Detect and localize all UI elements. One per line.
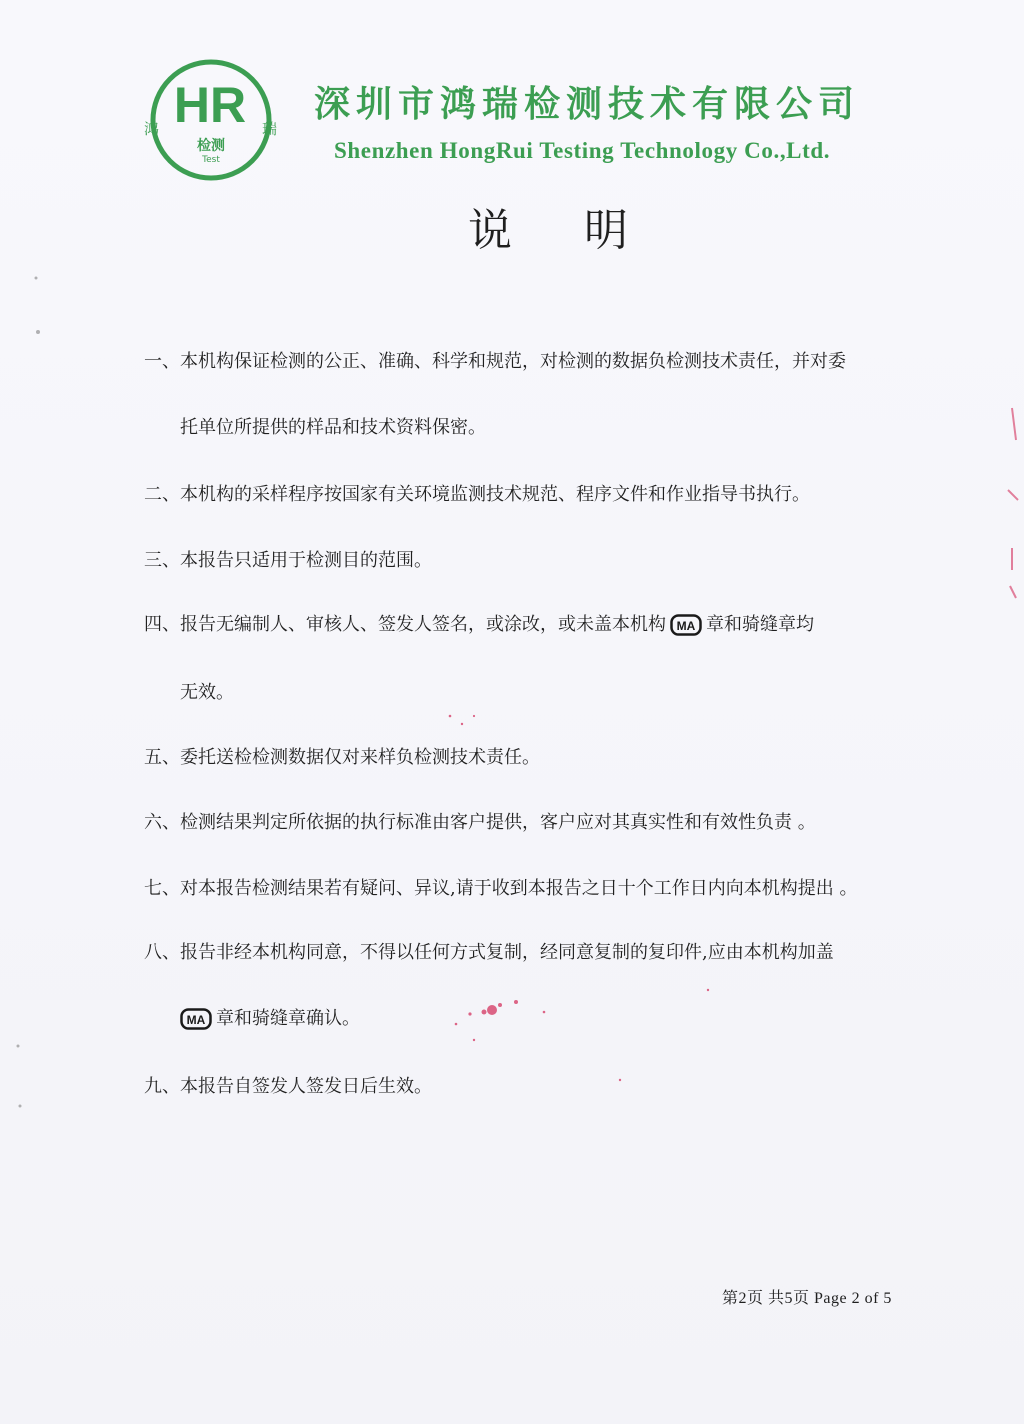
clause-2: 二、本机构的采样程序按国家有关环境监测技术规范、程序文件和作业指导书执行。 <box>144 484 810 505</box>
clause-1-line-2: 托单位所提供的样品和技术资料保密。 <box>180 417 486 438</box>
clause-8-text-post: 章和骑缝章确认。 <box>216 1008 360 1029</box>
clause-8-line-2 <box>180 1004 360 1030</box>
company-name-cn: 深圳市鸿瑞检测技术有限公司 <box>314 83 861 125</box>
clause-9: 九、本报告自签发人签发日后生效。 <box>144 1076 432 1097</box>
clause-5: 五、委托送检检测数据仅对来样负检测技术责任。 <box>144 747 540 768</box>
company-logo <box>138 56 284 186</box>
svg-text:MA: MA <box>676 619 696 633</box>
clause-7: 七、对本报告检测结果若有疑问、异议,请于收到本报告之日十个工作日内向本机构提出 。 <box>144 878 858 899</box>
logo-sub-en: Test <box>202 155 220 165</box>
cma-seal-icon <box>670 614 702 636</box>
document-title: 说明 <box>468 205 700 256</box>
svg-text:MA: MA <box>186 1013 206 1027</box>
clause-4-text-post: 章和骑缝章均 <box>706 614 814 635</box>
page-footer: 第2页 共5页 Page 2 of 5 <box>722 1290 892 1307</box>
company-name-en: Shenzhen HongRui Testing Technology Co.,Ltd. <box>334 138 831 163</box>
logo-right-char: 瑞 <box>262 120 278 138</box>
clause-4-line-2: 无效。 <box>180 682 234 703</box>
logo-mark: HR <box>173 77 247 133</box>
clause-4-line-1 <box>144 610 814 636</box>
logo-sub-cn: 检测 <box>197 138 225 154</box>
clause-3: 三、本报告只适用于检测目的范围。 <box>144 550 432 571</box>
cma-seal-icon <box>180 1008 212 1030</box>
logo-left-char: 鸿 <box>144 120 160 138</box>
clause-4-text-pre: 四、报告无编制人、审核人、签发人签名，或涂改，或未盖本机构 <box>144 614 666 635</box>
clause-6: 六、检测结果判定所依据的执行标准由客户提供，客户应对其真实性和有效性负责 。 <box>144 812 816 833</box>
clause-8-line-1: 八、报告非经本机构同意，不得以任何方式复制，经同意复制的复印件,应由本机构加盖 <box>144 942 834 963</box>
clause-1-line-1: 一、本机构保证检测的公正、准确、科学和规范，对检测的数据负检测技术责任，并对委 <box>144 351 846 372</box>
